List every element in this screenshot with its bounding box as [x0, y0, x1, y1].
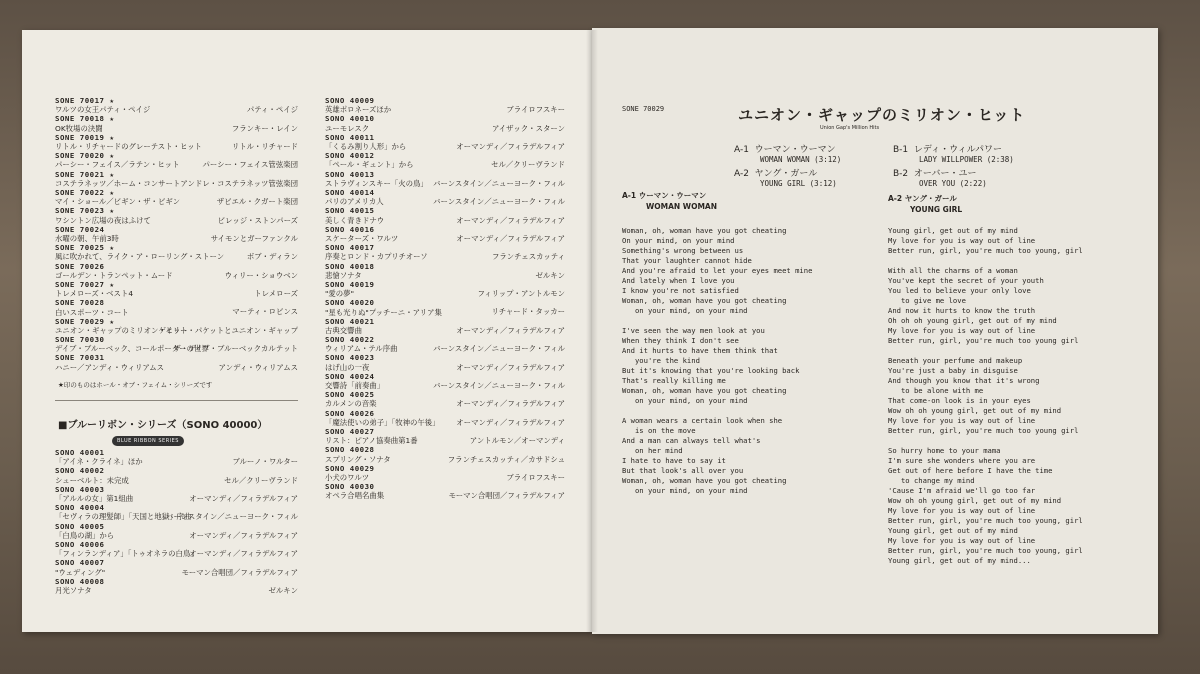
catalog-title: 月光ソナタ	[55, 585, 92, 595]
track-a2-side: A-2	[734, 169, 749, 179]
catalog-code: SONO 40028	[325, 445, 375, 455]
catalog-entry	[55, 448, 298, 466]
catalog-code: SONO 40019	[325, 279, 375, 289]
catalog-title: ハニー／アンディ・ウィリアムス	[55, 362, 165, 372]
catalog-title: 白いスポーツ・コート	[55, 307, 129, 317]
catalog-title: 風に吹かれて、ライク・ア・ローリング・ストーン	[55, 252, 225, 262]
catalog-entry	[55, 558, 298, 576]
catalog-title: "愛の夢"	[325, 289, 354, 299]
catalog-artist: トレメローズ	[254, 289, 298, 299]
catalog-title: "星も光りぬ"プッチーニ・アリア集	[325, 307, 442, 317]
track-a1-en: WOMAN WOMAN (3:12)	[760, 155, 842, 164]
album-subtitle: Union Gap's Million Hits	[820, 125, 880, 131]
catalog-artist: アンディ・ウィリアムス	[218, 362, 298, 372]
catalog-artist: ザビエル・クガート楽団	[216, 197, 298, 207]
catalog-artist: ゼルキン	[535, 270, 565, 280]
catalog-code: SONO 40001	[55, 448, 105, 457]
catalog-code: SONE 70031	[55, 353, 105, 363]
catalog-code: SONO 40011	[325, 132, 375, 142]
catalog-title: 小犬のワルツ	[325, 473, 370, 483]
catalog-entry	[325, 262, 565, 280]
catalog-title: ウィリアム・テル序曲	[325, 344, 398, 354]
catalog-code: SONO 40022	[325, 335, 375, 345]
catalog-title: 水曜の朝、午前3時	[55, 233, 119, 243]
catalog-artist: バーンスタイン／ニューヨーク・フィル	[433, 178, 565, 188]
catalog-code: SONO 40026	[325, 408, 375, 418]
catalog-code: SONE 70027 ★	[55, 279, 115, 289]
catalog-title: リトル・リチャードのグレーテスト・ヒット	[55, 141, 202, 151]
catalog-entry	[55, 503, 298, 521]
catalog-artist: オーマンディ／フィラデルフィア	[189, 493, 298, 503]
catalog-title: コステラネッツ／ホーム・コンサート	[55, 178, 181, 188]
catalog-entry	[325, 317, 565, 335]
catalog-artist: オーマンディ／フィラデルフィア	[456, 215, 565, 225]
catalog-artist: アンドレ・コステラネッツ管弦楽団	[180, 178, 298, 188]
catalog-title: OK牧場の決闘	[55, 123, 103, 133]
catalog-code: SONO 40010	[325, 114, 375, 124]
catalog-code: SONE 70030	[55, 335, 105, 345]
lyrics-a2: Young girl, get out of my mind My love for you is way out of line Better run, girl, you're much too young, girl With all the charms of a woman You've kept the secret of your youth You led to believe your only love to give me love And now it hurts to know the truth Oh oh oh young girl, get out of my mind My love for you is way out of line Better run, girl, you're much too young girl Beneath your perfume and makeup You're just a baby in disguise And though you know that it's wrong to be alone with me That come-on look is in your eyes Wow oh oh young girl, get out of my mind My love for you is way out of line Better run, girl, you're much too young girl So hurry home to your mama I'm sure she wonders where you are Get out of here before I have the time to change my mind 'Cause I'm afraid we'll go too far Wow oh oh young girl, get out of my mind My love for you is way out of line Better run, girl, you're much too young, girl Young girl, get out of my mind My love for you is way out of line Better run, girl, you're much too young, girl Young girl, get out of my mind...	[888, 226, 1083, 565]
catalog-title: トレメローズ・ベスト4	[55, 289, 134, 299]
catalog-title: マイ・ショール／ビギン・ザ・ビギン	[55, 197, 181, 207]
catalog-code: SONO 40017	[325, 243, 375, 253]
catalog-entry	[325, 372, 565, 390]
catalog-artist: アントルモン／オーマンディ	[469, 436, 565, 446]
catalog-title: スプリング・ソナタ	[325, 454, 391, 464]
catalog-title: 「白鳥の湖」から	[55, 530, 115, 540]
catalog-title: シューベルト：未完成	[55, 475, 129, 485]
catalog-code: SONE 70019 ★	[55, 132, 115, 142]
catalog-code: SONO 40021	[325, 316, 375, 326]
catalog-title: 悲愴ソナタ	[325, 270, 362, 280]
page-fold	[586, 30, 598, 632]
catalog-title: ワルツの女王パティ・ペイジ	[55, 105, 151, 115]
catalog-artist: モーマン合唱団／フィラデルフィア	[181, 567, 298, 577]
catalog-number: SONE 70029	[622, 105, 665, 113]
catalog-title: "ウェディング"	[55, 567, 106, 577]
catalog-title: パーシー・フェイス／ラテン・ヒット	[55, 160, 180, 170]
catalog-code: SONO 40013	[325, 169, 375, 179]
catalog-title: 「ペール・ギュント」から	[325, 160, 414, 170]
catalog-artist: サイモンとガーファンクル	[210, 233, 298, 243]
catalog-code: SONO 40003	[55, 484, 105, 494]
catalog-artist: ブライロフスキー	[506, 473, 565, 482]
catalog-entry	[55, 466, 298, 484]
catalog-artist: オーマンディ／フィラデルフィア	[456, 233, 565, 243]
catalog-artist: セル／クリーヴランド	[491, 160, 565, 170]
catalog-code: SONE 70020 ★	[55, 151, 115, 161]
catalog-artist: アイザック・スターン	[492, 123, 565, 133]
catalog-artist: オーマンディ／フィラデルフィア	[189, 549, 298, 559]
catalog-entry	[55, 133, 298, 151]
track-b1-side: B-1	[893, 145, 909, 155]
catalog-artist: ブルーノ・ワルター	[232, 457, 298, 467]
catalog-title: オペラ合唱名曲集	[325, 491, 385, 501]
catalog-entry	[55, 170, 298, 188]
track-a2	[734, 166, 837, 189]
catalog-artist: セル／クリーヴランド	[224, 475, 298, 485]
catalog-code: SONO 40029	[325, 463, 375, 473]
catalog-entry	[55, 317, 298, 335]
catalog-entry	[325, 335, 565, 353]
lyrics-a2-heading-jp: A-2 ヤング・ガール	[888, 194, 957, 203]
catalog-entry	[55, 335, 298, 353]
catalog-code: SONO 40006	[55, 539, 105, 549]
catalog-code: SONO 40002	[55, 466, 105, 476]
catalog-artist: フィリップ・アントルモン	[477, 289, 565, 299]
track-a1-side: A-1	[734, 145, 749, 155]
catalog-code: SONE 70025 ★	[55, 243, 115, 253]
catalog-title: 「フィンランディア」「トゥオネラの白鳥」	[55, 549, 198, 559]
catalog-title: リスト：ピアノ協奏曲第1番	[325, 436, 418, 446]
catalog-artist: オーマンディ／フィラデルフィア	[456, 417, 565, 427]
catalog-entry	[325, 151, 565, 169]
track-b2	[893, 166, 987, 189]
catalog-entry	[55, 522, 298, 540]
catalog-artist: ウィリー・ショウベン	[224, 270, 298, 280]
catalog-code: SONO 40008	[55, 576, 105, 586]
catalog-title: ワシントン広場の夜はふけて	[55, 215, 151, 225]
catalog-code: SONO 40004	[55, 503, 105, 513]
catalog-artist: オーマンディ／フィラデルフィア	[189, 530, 298, 540]
catalog-artist: マーティ・ロビンス	[232, 307, 298, 317]
catalog-code: SONE 70029 ★	[55, 316, 115, 326]
track-a2-en: YOUNG GIRL (3:12)	[760, 179, 837, 188]
catalog-title: 「魔法使いの弟子」「牧神の午後」	[325, 417, 440, 427]
blue-ribbon-title: ■ブルーリボン・シリーズ（SONO 40000）	[58, 420, 268, 431]
catalog-code: SONE 70018 ★	[55, 114, 115, 124]
catalog-code: SONO 40005	[55, 521, 105, 531]
catalog-code: SONE 70024	[55, 224, 105, 234]
lyrics-a1-heading-jp: A-1 ウーマン・ウーマン	[622, 191, 707, 200]
catalog-code: SONE 70028	[55, 298, 105, 308]
catalog-title: 「アルルの女」第1組曲	[55, 493, 134, 503]
catalog-entry	[325, 298, 565, 316]
catalog-artist: オーマンディ／フィラデルフィア	[456, 362, 565, 372]
catalog-code: SONO 40014	[325, 187, 375, 197]
catalog-code: SONO 40016	[325, 224, 375, 234]
catalog-entry	[325, 170, 565, 188]
track-b1	[893, 142, 1014, 165]
catalog-title: 美しく青きドナウ	[325, 215, 385, 225]
catalog-code: SONO 40015	[325, 206, 375, 216]
catalog-artist: バーンスタイン／ニューヨーク・フィル	[433, 381, 565, 391]
catalog-artist: ブライロフスキー	[506, 105, 565, 115]
catalog-artist: バーンスタイン／ニューヨーク・フィル	[433, 197, 565, 207]
catalog-artist: モーマン合唱団／フィラデルフィア	[448, 491, 565, 501]
blue-ribbon-list-left	[55, 448, 298, 595]
catalog-code: SONO 40018	[325, 261, 375, 271]
catalog-title: 「セヴィラの理髪師」「天国と地獄」序曲	[55, 512, 192, 522]
track-b1-jp: レディ・ウィルパワー	[913, 145, 1003, 155]
catalog-title: カルメンの音楽	[325, 399, 377, 409]
catalog-title: ユニオン・ギャップのミリオン・ヒット	[55, 325, 188, 335]
catalog-artist: ゲイリー・パケットとユニオン・ギャップ	[158, 325, 298, 335]
catalog-title: 交響詩「前奏曲」	[325, 381, 385, 391]
catalog-entry	[55, 485, 298, 503]
catalog-entry	[55, 188, 298, 206]
catalog-entry	[55, 262, 298, 280]
catalog-entry	[325, 427, 565, 445]
catalog-entry	[55, 280, 298, 298]
catalog-entry	[55, 243, 298, 261]
catalog-entry	[55, 114, 298, 132]
catalog-artist: フランチェスカッティ／カサドシュ	[447, 454, 565, 464]
catalog-entry	[325, 206, 565, 224]
catalog-entry	[325, 133, 565, 151]
catalog-code: SONO 40009	[325, 96, 375, 105]
hall-of-fame-note: ★印のものはホール・オブ・フェイム・シリーズです	[58, 381, 213, 389]
catalog-title: 「くるみ割り人形」から	[325, 141, 407, 151]
catalog-code: SONO 40024	[325, 371, 375, 381]
track-a2-jp: ヤング・ガール	[754, 169, 818, 179]
section-divider	[55, 400, 298, 401]
catalog-artist: パティ・ペイジ	[246, 105, 298, 115]
catalog-entry	[325, 243, 565, 261]
catalog-title: ストラヴィンスキー「火の鳥」	[325, 178, 428, 188]
catalog-title: ユーモレスク	[325, 123, 370, 133]
catalog-title: ゴールデン・トランペット・ムード	[55, 270, 173, 280]
catalog-entry	[55, 298, 298, 316]
album-title: ユニオン・ギャップのミリオン・ヒット	[738, 106, 1026, 124]
track-b2-en: OVER YOU (2:22)	[919, 179, 987, 188]
track-b2-jp: オーバー・ユー	[913, 169, 977, 179]
catalog-code: SONE 70022 ★	[55, 187, 115, 197]
catalog-entry	[325, 445, 565, 463]
catalog-entry	[325, 353, 565, 371]
catalog-artist: リトル・リチャード	[231, 141, 298, 151]
catalog-entry	[325, 464, 565, 482]
catalog-title: 序奏とロンド・カプリチオーソ	[325, 252, 428, 262]
catalog-artist: ザ・デイブ・ブルーベックカルテット	[173, 344, 298, 354]
catalog-artist: フランキー・レイン	[231, 123, 298, 133]
catalog-code: SONO 40020	[325, 298, 375, 308]
catalog-entry	[55, 577, 298, 595]
catalog-artist: ビレッジ・ストンパーズ	[217, 215, 298, 225]
catalog-title: 「アイネ・クライネ」ほか	[55, 457, 143, 467]
catalog-title: スケーターズ・ワルツ	[325, 233, 399, 243]
catalog-entry	[325, 482, 565, 500]
catalog-entry	[55, 151, 298, 169]
catalog-code: SONE 70017 ★	[55, 96, 115, 105]
catalog-code: SONE 70026	[55, 261, 105, 271]
catalog-title: デイブ・ブルーベック、コールポーターの世界	[55, 344, 209, 354]
catalog-title: 英雄ポロネーズほか	[325, 105, 392, 115]
lyrics-a2-heading-en: YOUNG GIRL	[910, 205, 963, 214]
catalog-artist: ボブ・ディラン	[246, 252, 298, 262]
catalog-code: SONO 40030	[325, 482, 375, 492]
catalog-entry	[325, 114, 565, 132]
catalog-entry	[325, 409, 565, 427]
lyrics-a1: Woman, oh, woman have you got cheating On your mind, on your mind Something's wrong between us That your laughter cannot hide And you're afraid to let your eyes meet mine And lately when I love you I know you're not satisfied Woman, oh, woman have you got cheating on your mind, on your mind I've seen the way men look at you When they think I don't see And it hurts to have them think that you're the kind But it's knowing that you're looking back That's really killing me Woman, oh, woman have you got cheating on your mind, on your mind A woman wears a certain look when she is on the move And a man can always tell what's on her mind I hate to have to say it But that look's all over you Woman, oh, woman have you got cheating on your mind, on your mind	[622, 226, 813, 495]
catalog-artist: ゼルキン	[268, 585, 298, 595]
track-a1	[734, 142, 841, 165]
catalog-artist: フランチェスカッティ	[491, 252, 565, 262]
catalog-code: SONO 40025	[325, 390, 375, 400]
catalog-title: パリのアメリカ人	[325, 197, 384, 207]
catalog-code: SONE 70023 ★	[55, 206, 115, 216]
track-b1-en: LADY WILLPOWER (2:38)	[919, 155, 1014, 164]
track-b2-side: B-2	[893, 169, 909, 179]
catalog-artist: バーンスタイン／ニューヨーク・フィル	[433, 344, 565, 354]
hall-of-fame-list	[55, 96, 298, 372]
catalog-code: SONE 70021 ★	[55, 169, 115, 179]
catalog-entry	[55, 206, 298, 224]
catalog-entry	[325, 188, 565, 206]
catalog-code: SONO 40012	[325, 151, 375, 161]
catalog-entry	[325, 280, 565, 298]
catalog-title: 古典交響曲	[325, 325, 362, 335]
catalog-entry	[55, 96, 298, 114]
catalog-entry	[325, 96, 565, 114]
catalog-entry	[55, 225, 298, 243]
catalog-title: はげ山の一夜	[325, 362, 370, 372]
catalog-entry	[325, 390, 565, 408]
catalog-artist: バーンスタイン／ニューヨーク・フィル	[166, 512, 298, 522]
catalog-artist: オーマンディ／フィラデルフィア	[456, 399, 565, 409]
catalog-artist: パーシー・フェイス管弦楽団	[202, 160, 298, 170]
catalog-artist: オーマンディ／フィラデルフィア	[456, 141, 565, 151]
catalog-entry	[55, 353, 298, 371]
catalog-code: SONO 40023	[325, 353, 375, 363]
catalog-code: SONO 40027	[325, 427, 375, 437]
catalog-entry	[55, 540, 298, 558]
catalog-code: SONO 40007	[55, 558, 105, 568]
lyrics-a1-heading-en: WOMAN WOMAN	[646, 202, 717, 211]
catalog-artist: リチャード・タッカー	[491, 307, 565, 317]
catalog-entry	[325, 225, 565, 243]
blue-ribbon-logo: BLUE RIBBON SERIES	[112, 436, 184, 446]
blue-ribbon-list-right	[325, 96, 565, 501]
catalog-artist: オーマンディ／フィラデルフィア	[456, 325, 565, 335]
track-a1-jp: ウーマン・ウーマン	[754, 145, 836, 155]
